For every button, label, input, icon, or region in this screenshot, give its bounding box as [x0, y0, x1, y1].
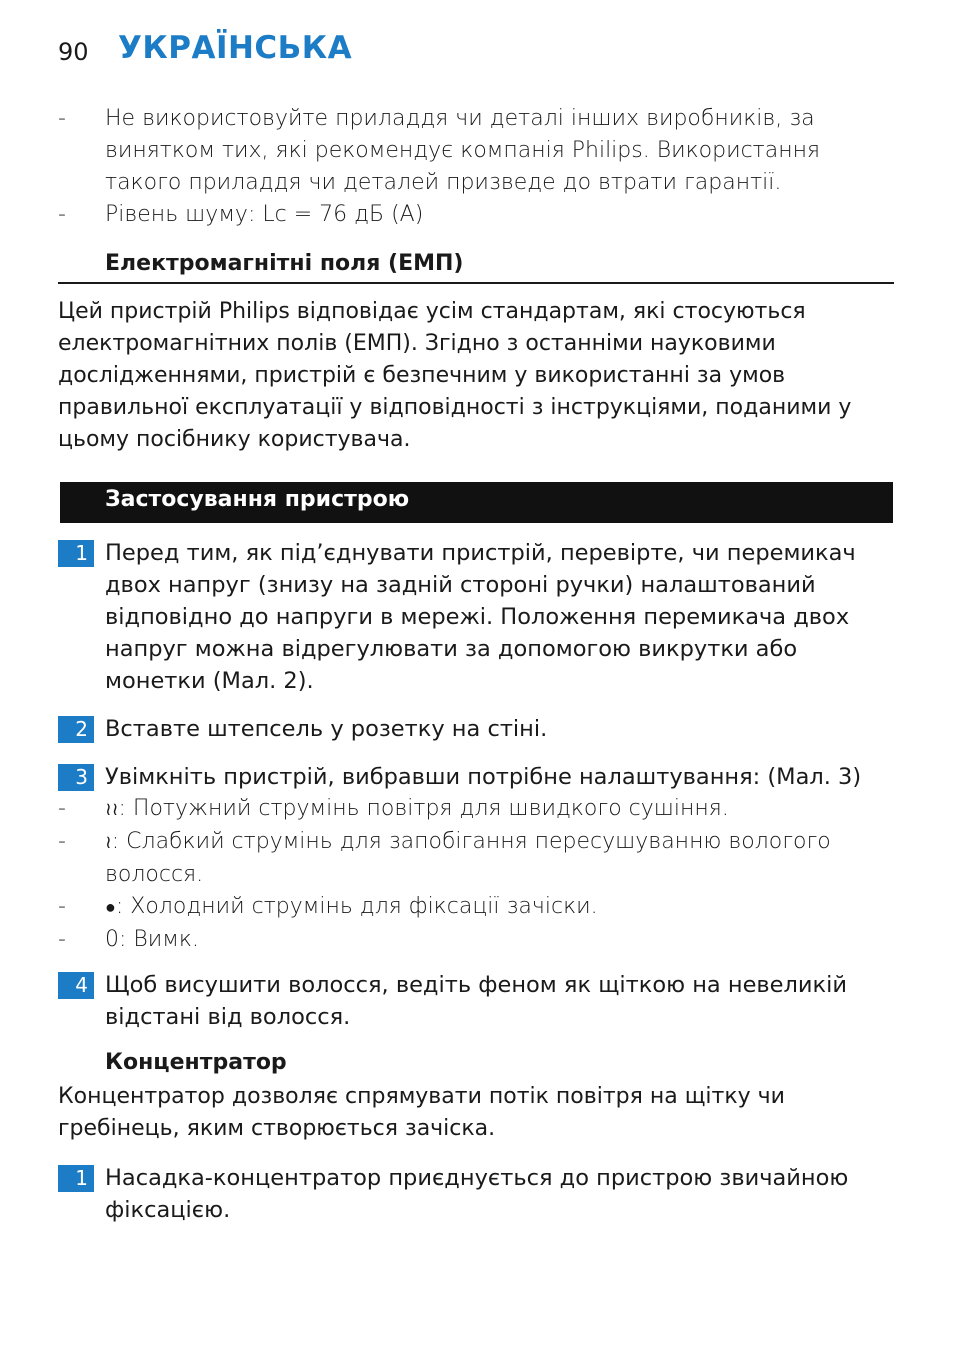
step-number-badge: 1 — [58, 540, 94, 567]
step-text: Насадка-концентратор приєднується до пристрою звичайною фіксацією. — [105, 1165, 849, 1223]
emf-heading: Електромагнітні поля (ЕМП) — [105, 251, 464, 276]
step-2 — [58, 713, 888, 745]
warnings-list — [58, 103, 858, 231]
list-item-text: Рівень шуму: Lc = 76 дБ (A) — [105, 202, 424, 227]
cool-shot-icon: ● — [105, 897, 116, 918]
page-number: 90 — [58, 38, 89, 66]
step-text: Щоб висушити волосся, ведіть феном як щіткою на невеликій відстані від волосся. — [105, 972, 847, 1030]
list-item — [58, 891, 858, 924]
dash-marker: - — [58, 202, 66, 227]
list-item — [58, 793, 858, 826]
emf-paragraph: Цей пристрій Philips відповідає усім стандартам, які стосуються електромагнітних полів (ЕМП). Згідно з останніми науковими дослідженнями, пристрій є безпечним у використанні за умов правильної експлуатації у відповідності з інструкціями, поданими у цьому посібнику користувача. — [58, 299, 852, 452]
section-divider — [58, 282, 894, 284]
list-item — [58, 924, 858, 956]
concentrator-heading: Концентратор — [105, 1050, 287, 1075]
step-3 — [58, 761, 888, 793]
step-4 — [58, 969, 888, 1033]
concentrator-step-1 — [58, 1162, 888, 1226]
list-item — [58, 103, 858, 199]
step-text: Вставте штепсель у розетку на стіні. — [105, 716, 548, 742]
dash-marker: - — [58, 106, 66, 131]
step-text: Увімкніть пристрій, вибравши потрібне налаштування: (Мал. 3) — [105, 764, 862, 790]
step-text: Перед тим, як під’єднувати пристрій, перевірте, чи перемикач двох напруг (знизу на задній стороні ручки) налаштований відповідно до напруги в мережі. Положення перемикача двох напруг можна відрегулювати за допомогою викрутки або монетки (Мал. 2). — [105, 540, 856, 694]
list-item-text: Не використовуйте приладдя чи деталі інших виробників, за винятком тих, які рекомендує компанія Philips. Використання такого приладдя чи деталей призведе до втрати гарантії. — [105, 106, 821, 195]
off-symbol: 0 — [105, 927, 119, 952]
settings-list — [58, 793, 858, 956]
step-number-badge: 3 — [58, 764, 94, 791]
list-item — [58, 199, 858, 231]
list-item-text: : Слабкий струмінь для запобігання пересушуванню вологого волосся. — [105, 829, 831, 887]
step-number-badge: 1 — [58, 1165, 94, 1192]
usage-section-title: Застосування пристрою — [105, 487, 410, 512]
usage-section-bar — [60, 482, 893, 523]
dash-marker: - — [58, 894, 66, 919]
language-title: УКРАЇНСЬКА — [118, 30, 353, 66]
low-airflow-icon: ≀ — [105, 832, 112, 853]
list-item — [58, 826, 858, 891]
list-item-text: : Холодний струмінь для фіксації зачіски. — [115, 894, 598, 919]
list-item-text: : Потужний струмінь повітря для швидкого сушіння. — [118, 796, 729, 821]
dash-marker: - — [58, 829, 66, 854]
list-item-text: : Вимк. — [119, 927, 199, 952]
step-1 — [58, 537, 888, 697]
step-number-badge: 4 — [58, 972, 94, 999]
concentrator-paragraph: Концентратор дозволяє спрямувати потік повітря на щітку чи гребінець, яким створюється зачіска. — [58, 1084, 785, 1141]
high-airflow-icon: ≀≀ — [105, 799, 119, 820]
dash-marker: - — [58, 796, 66, 821]
dash-marker: - — [58, 927, 66, 952]
step-number-badge: 2 — [58, 716, 94, 743]
